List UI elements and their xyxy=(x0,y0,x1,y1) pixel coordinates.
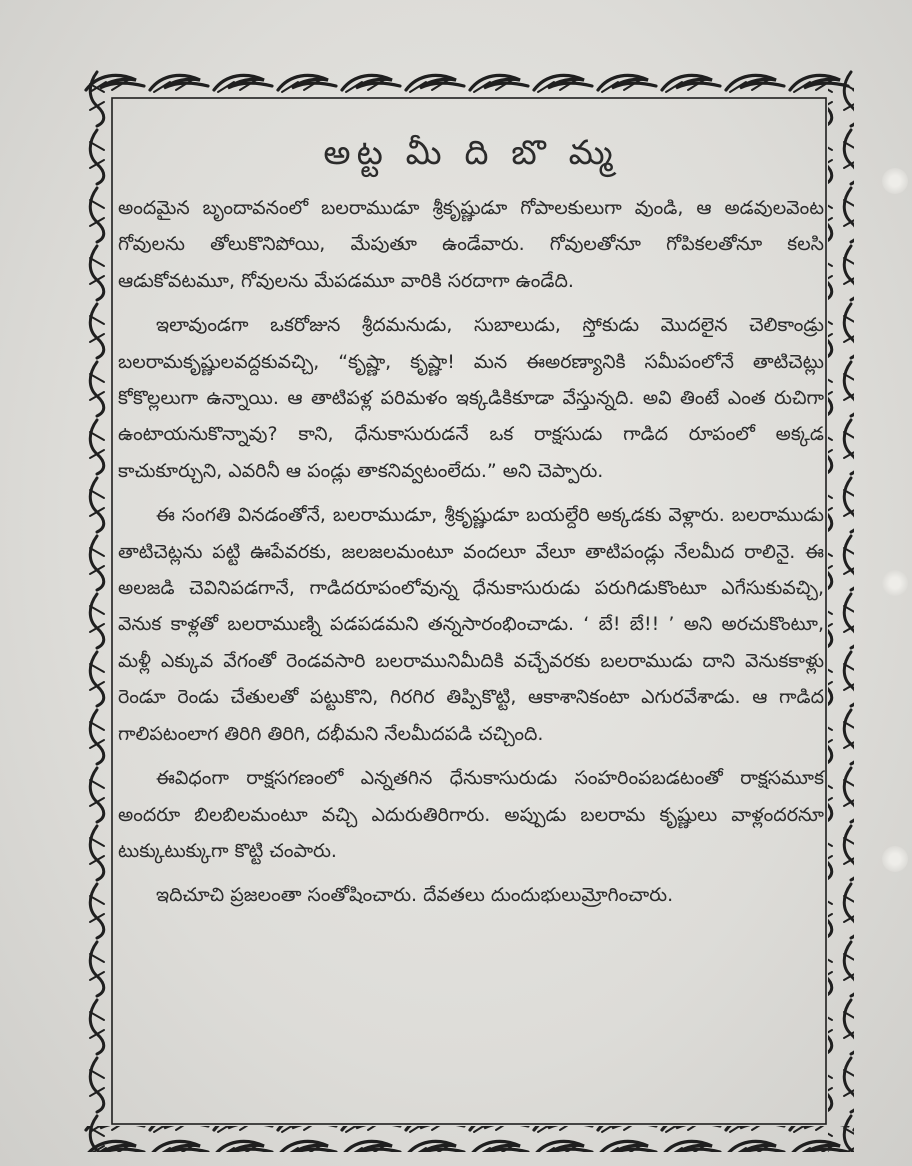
paragraph-5: ఇదిచూచి ప్రజలంతా సంతోషించారు. దేవతలు దుందుభులుమ్రోగించారు. xyxy=(156,884,674,907)
paragraph-1: అందమైన బృందావనంలో బలరాముడూ శ్రీకృష్ణుడూ గోపాలకులుగా వుండి, ఆ అడవులవెంట గోవులను తోలుకొనిపోయి, మేపుతూ ఉండేవారు. గోవులతోనూ గోపికలతోనూ కలసి ఆడుకోవటమూ, గోవులను మేపడమూ వారికి సరదాగా ఉండేది. xyxy=(118,197,824,292)
binder-hole xyxy=(882,570,908,596)
paragraph-2: ఇలావుండగా ఒకరోజున శ్రీదమనుడు, సుబాలుడు, స్తోకుడు మొదలైన చెలికాండ్రు బలరామకృష్ణులవద్దకువచ్చి, “కృష్ణా, కృష్ణా! మన ఈఅరణ్యానికి సమీపంలోనే తాటిచెట్లు కోకొల్లలుగా ఉన్నాయి. ఆ తాటిపళ్ల పరిమళం ఇక్కడికికూడా వేస్తున్నది. అవి తింటే ఎంత రుచిగా ఉంటాయనుకొన్నావు? కాని, ధేనుకాసురుడనే ఒక రాక్షసుడు గాడిద రూపంలో అక్కడ కాచుకూర్చుని, ఎవరినీ ఆ పండ్లు తాకనివ్వటంలేదు.” అని చెప్పారు. xyxy=(118,314,824,482)
binder-hole xyxy=(882,168,908,194)
decorative-frame xyxy=(84,70,854,1152)
page-title: అట్ట మీ ది బొ మ్మ xyxy=(323,133,619,173)
paragraph-4: ఈవిధంగా రాక్షసగణంలో ఎన్నతగిన ధేనుకాసురుడు సంహరింపబడటంతో రాక్షసమూక అందరూ బిలబిలమంటూ వచ్చి ఎదురుతిరిగారు. అప్పుడు బలరామ కృష్ణులు వాళ్లందరనూ టుక్కుటుక్కుగా కొట్టి చంపారు. xyxy=(118,767,824,862)
page-content xyxy=(118,122,824,1122)
paragraph-3: ఈ సంగతి వినడంతోనే, బలరాముడూ, శ్రీకృష్ణుడూ బయల్దేరి అక్కడకు వెళ్లారు. బలరాముడు తాటిచెట్లను పట్టి ఊపేవరకు, జలజలమంటూ వందలూ వేలూ తాటిపండ్లు నేలమీద రాలినై. ఈ అలజడి చెవినిపడగానే, గాడిదరూపంలోవున్న ధేనుకాసురుడు పరుగిడుకొంటూ ఎగేసుకువచ్చి, వెనుక కాళ్లతో బలరాముణ్ని పడపడమని తన్నసారంభించాడు. ‘ బే! బే!! ’ అని అరచుకొంటూ, మళ్లీ ఎక్కువ వేగంతో రెండవసారి బలరామునిమీదికి వచ్చేవరకు బలరాముడు దాని వెనుకకాళ్లు రెండూ రెండు చేతులతో పట్టుకొని, గిరగిర తిప్పికొట్టి, ఆకాశానికంటా ఎగురవేశాడు. ఆ గాడిద గాలిపటంలాగ తిరిగి తిరిగి, దభీమని నేలమీదపడి చచ్చింది. xyxy=(118,504,824,745)
binder-hole xyxy=(882,846,908,872)
